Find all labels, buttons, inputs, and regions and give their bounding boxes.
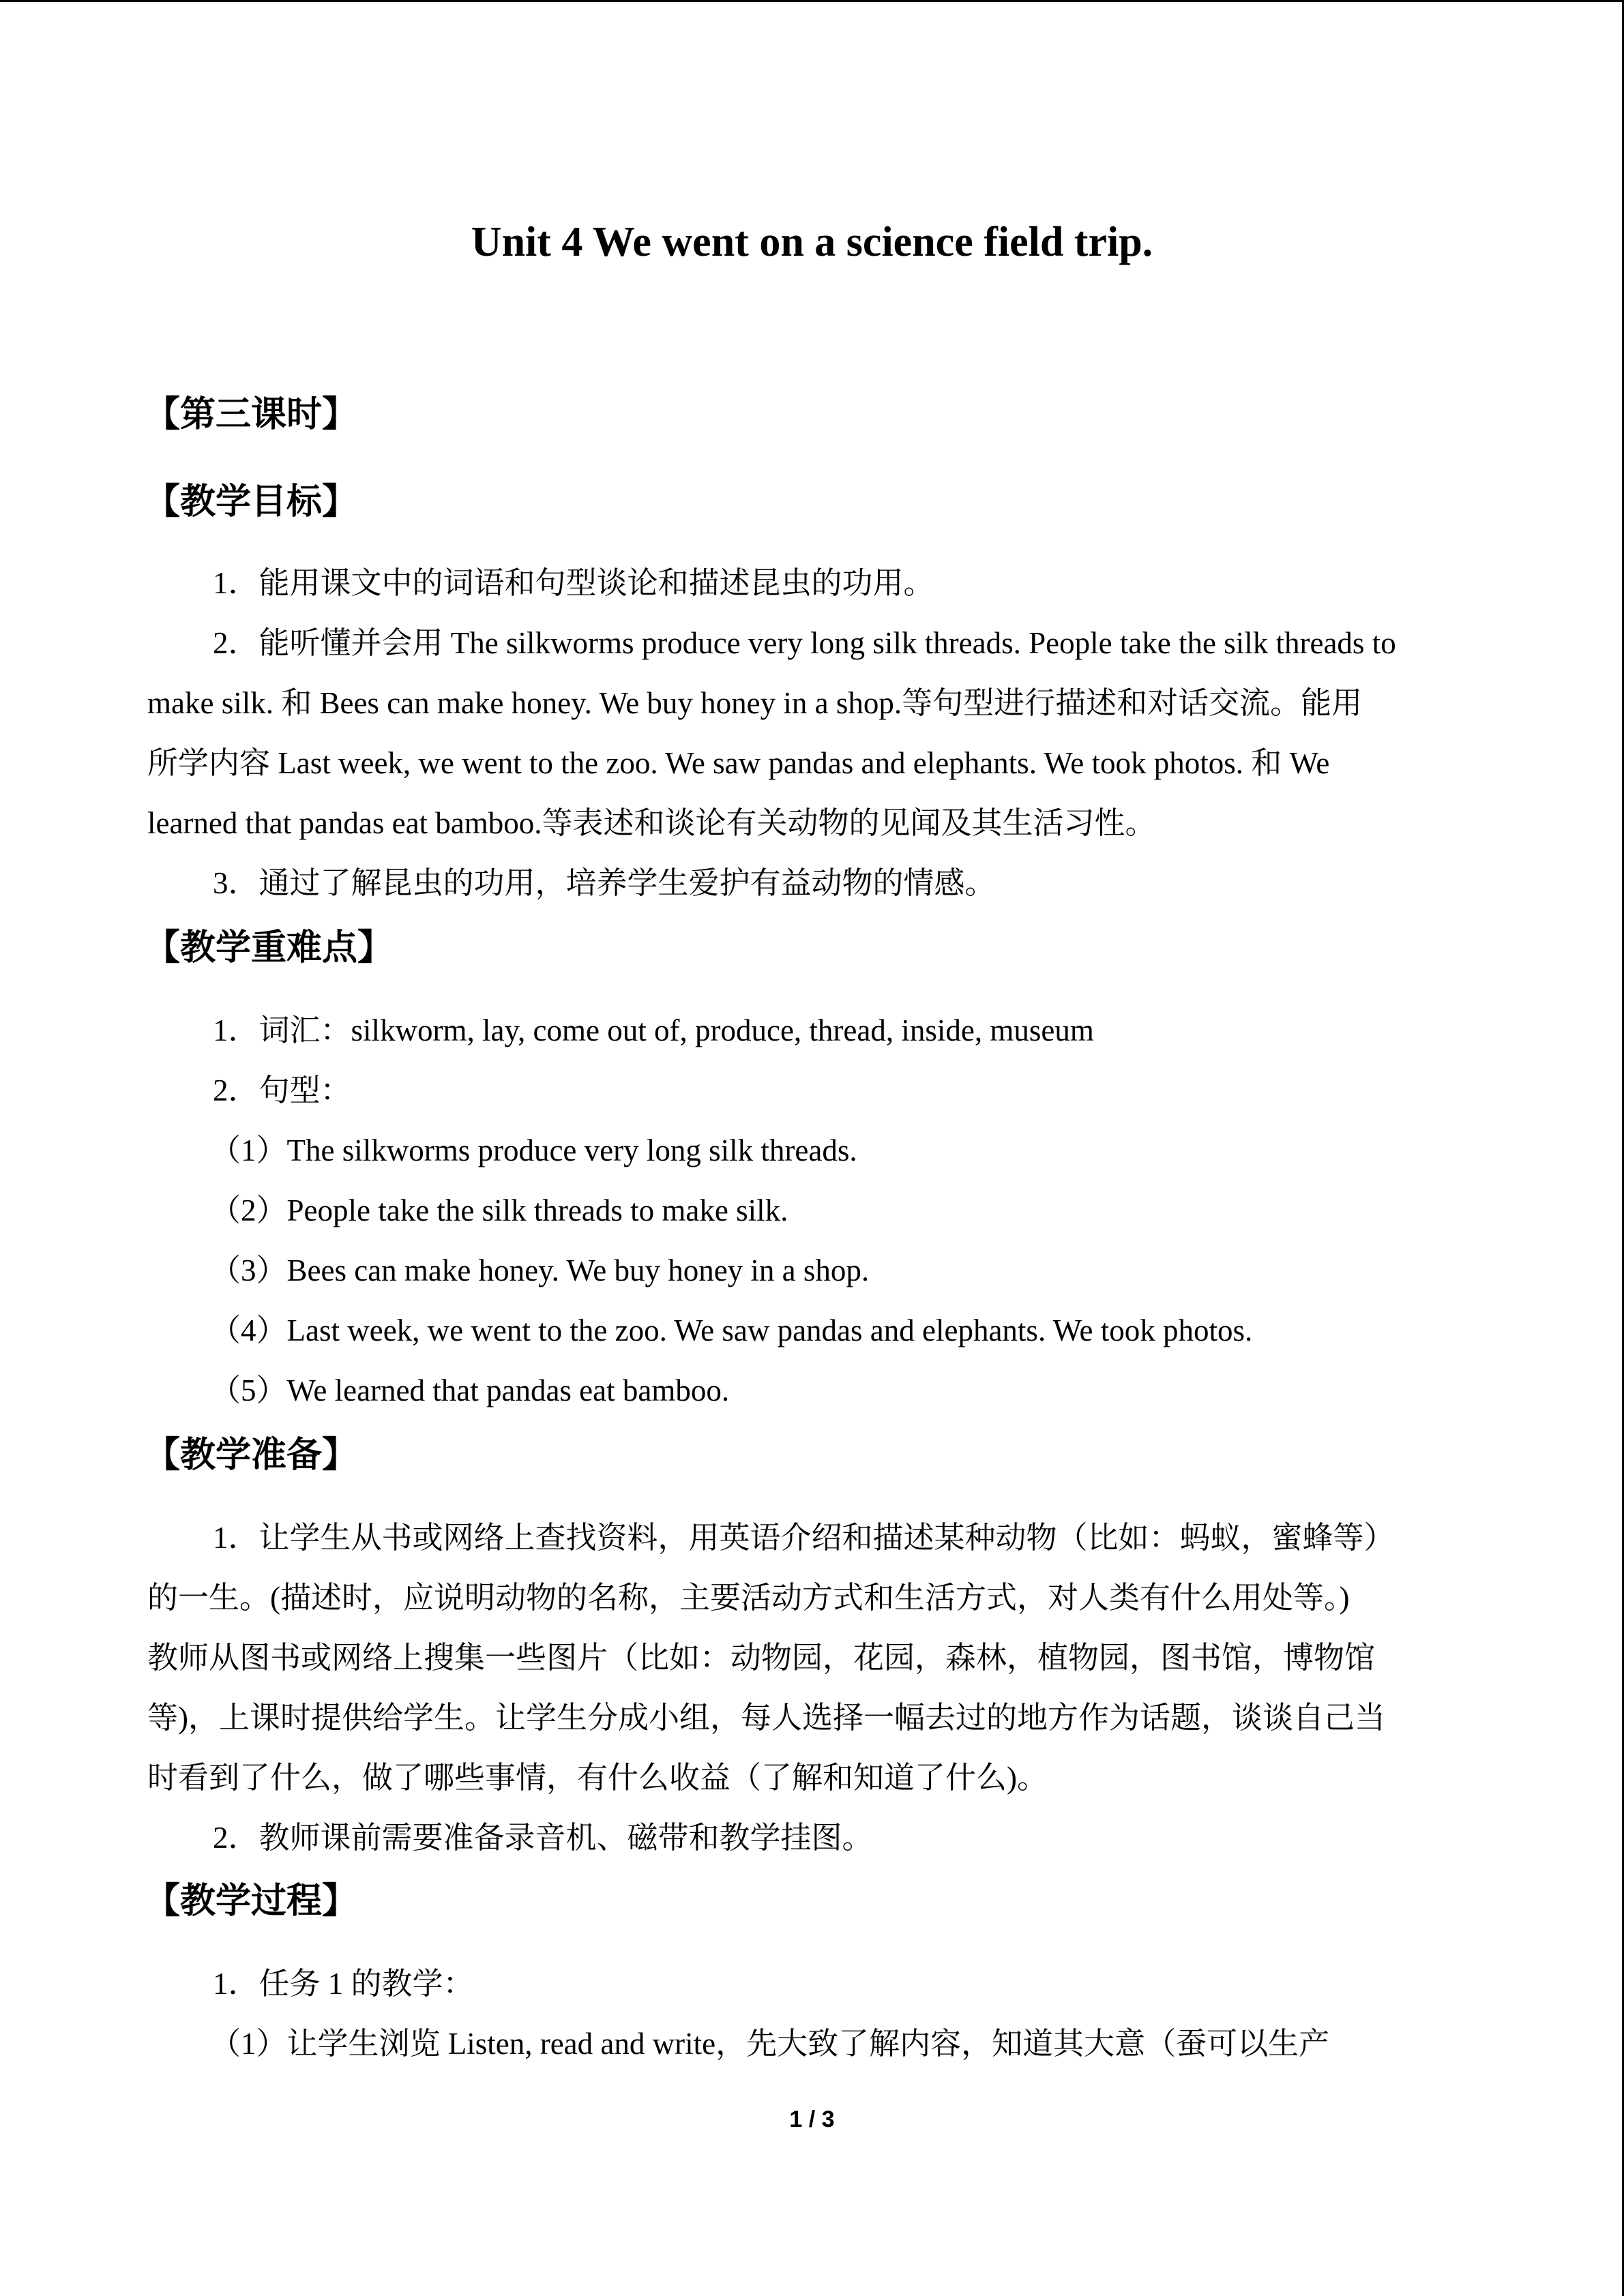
prep-item-2: 2．教师课前需要准备录音机、磁带和教学挂图。: [213, 1821, 873, 1855]
document-title: Unit 4 We went on a science field trip.: [471, 219, 1153, 265]
objective-item-3: 3．通过了解昆虫的功用，培养学生爱护有益动物的情感。: [213, 866, 996, 900]
pattern-2: （2）People take the silk threads to make silk.: [210, 1193, 788, 1227]
key-patterns-label: 2．句型：: [213, 1073, 351, 1107]
prep-item-1-line-4: 等)，上课时提供给学生。让学生分成小组，每人选择一幅去过的地方作为话题，谈谈自己当: [147, 1701, 1385, 1735]
objective-item-1: 1．能用课文中的词语和句型谈论和描述昆虫的功用。: [213, 566, 934, 600]
prep-item-1-line-5: 时看到了什么，做了哪些事情，有什么收益（了解和知道了什么)。: [147, 1761, 1048, 1795]
objective-item-2-line-2: make silk. 和 Bees can make honey. We buy honey in a shop.等句型进行描述和对话交流。能用: [147, 686, 1363, 720]
heading-process: 【教学过程】: [145, 1881, 358, 1922]
prep-item-1-line-2: 的一生。(描述时，应说明动物的名称，主要活动方式和生活方式，对人类有什么用处等。): [147, 1581, 1350, 1615]
prep-item-1-line-1: 1．让学生从书或网络上查找资料，用英语介绍和描述某种动物（比如：蚂蚁，蜜蜂等）: [213, 1521, 1395, 1555]
heading-objectives: 【教学目标】: [145, 481, 358, 522]
key-vocab: 1．词汇：silkworm, lay, come out of, produce, thread, inside, museum: [213, 1013, 1094, 1047]
process-task-1: 1．任务 1 的教学：: [213, 1967, 474, 2001]
process-step-1: （1）让学生浏览 Listen, read and write，先大致了解内容，知道其大意（蚕可以生产: [210, 2027, 1330, 2061]
pattern-1: （1）The silkworms produce very long silk threads.: [210, 1133, 857, 1167]
heading-preparation: 【教学准备】: [145, 1435, 358, 1476]
objective-item-2-line-3: 所学内容 Last week, we went to the zoo. We saw pandas and elephants. We took photos. 和 We: [147, 746, 1330, 780]
pattern-4: （4）Last week, we went to the zoo. We saw pandas and elephants. We took photos.: [210, 1313, 1253, 1347]
page-number: 1 / 3: [789, 2106, 835, 2132]
prep-item-1-line-3: 教师从图书或网络上搜集一些图片（比如：动物园，花园，森林，植物园，图书馆，博物馆: [147, 1641, 1376, 1675]
heading-key-points: 【教学重难点】: [145, 927, 394, 968]
objective-item-2-line-1: 2．能听懂并会用 The silkworms produce very long silk threads. People take the silk threads to: [213, 626, 1396, 660]
pattern-5: （5）We learned that pandas eat bamboo.: [210, 1373, 730, 1407]
objective-item-2-line-4: learned that pandas eat bamboo.等表述和谈论有关动物的见闻及其生活习性。: [147, 806, 1156, 840]
heading-period: 【第三课时】: [145, 394, 358, 435]
pattern-3: （3）Bees can make honey. We buy honey in a shop.: [210, 1253, 870, 1287]
